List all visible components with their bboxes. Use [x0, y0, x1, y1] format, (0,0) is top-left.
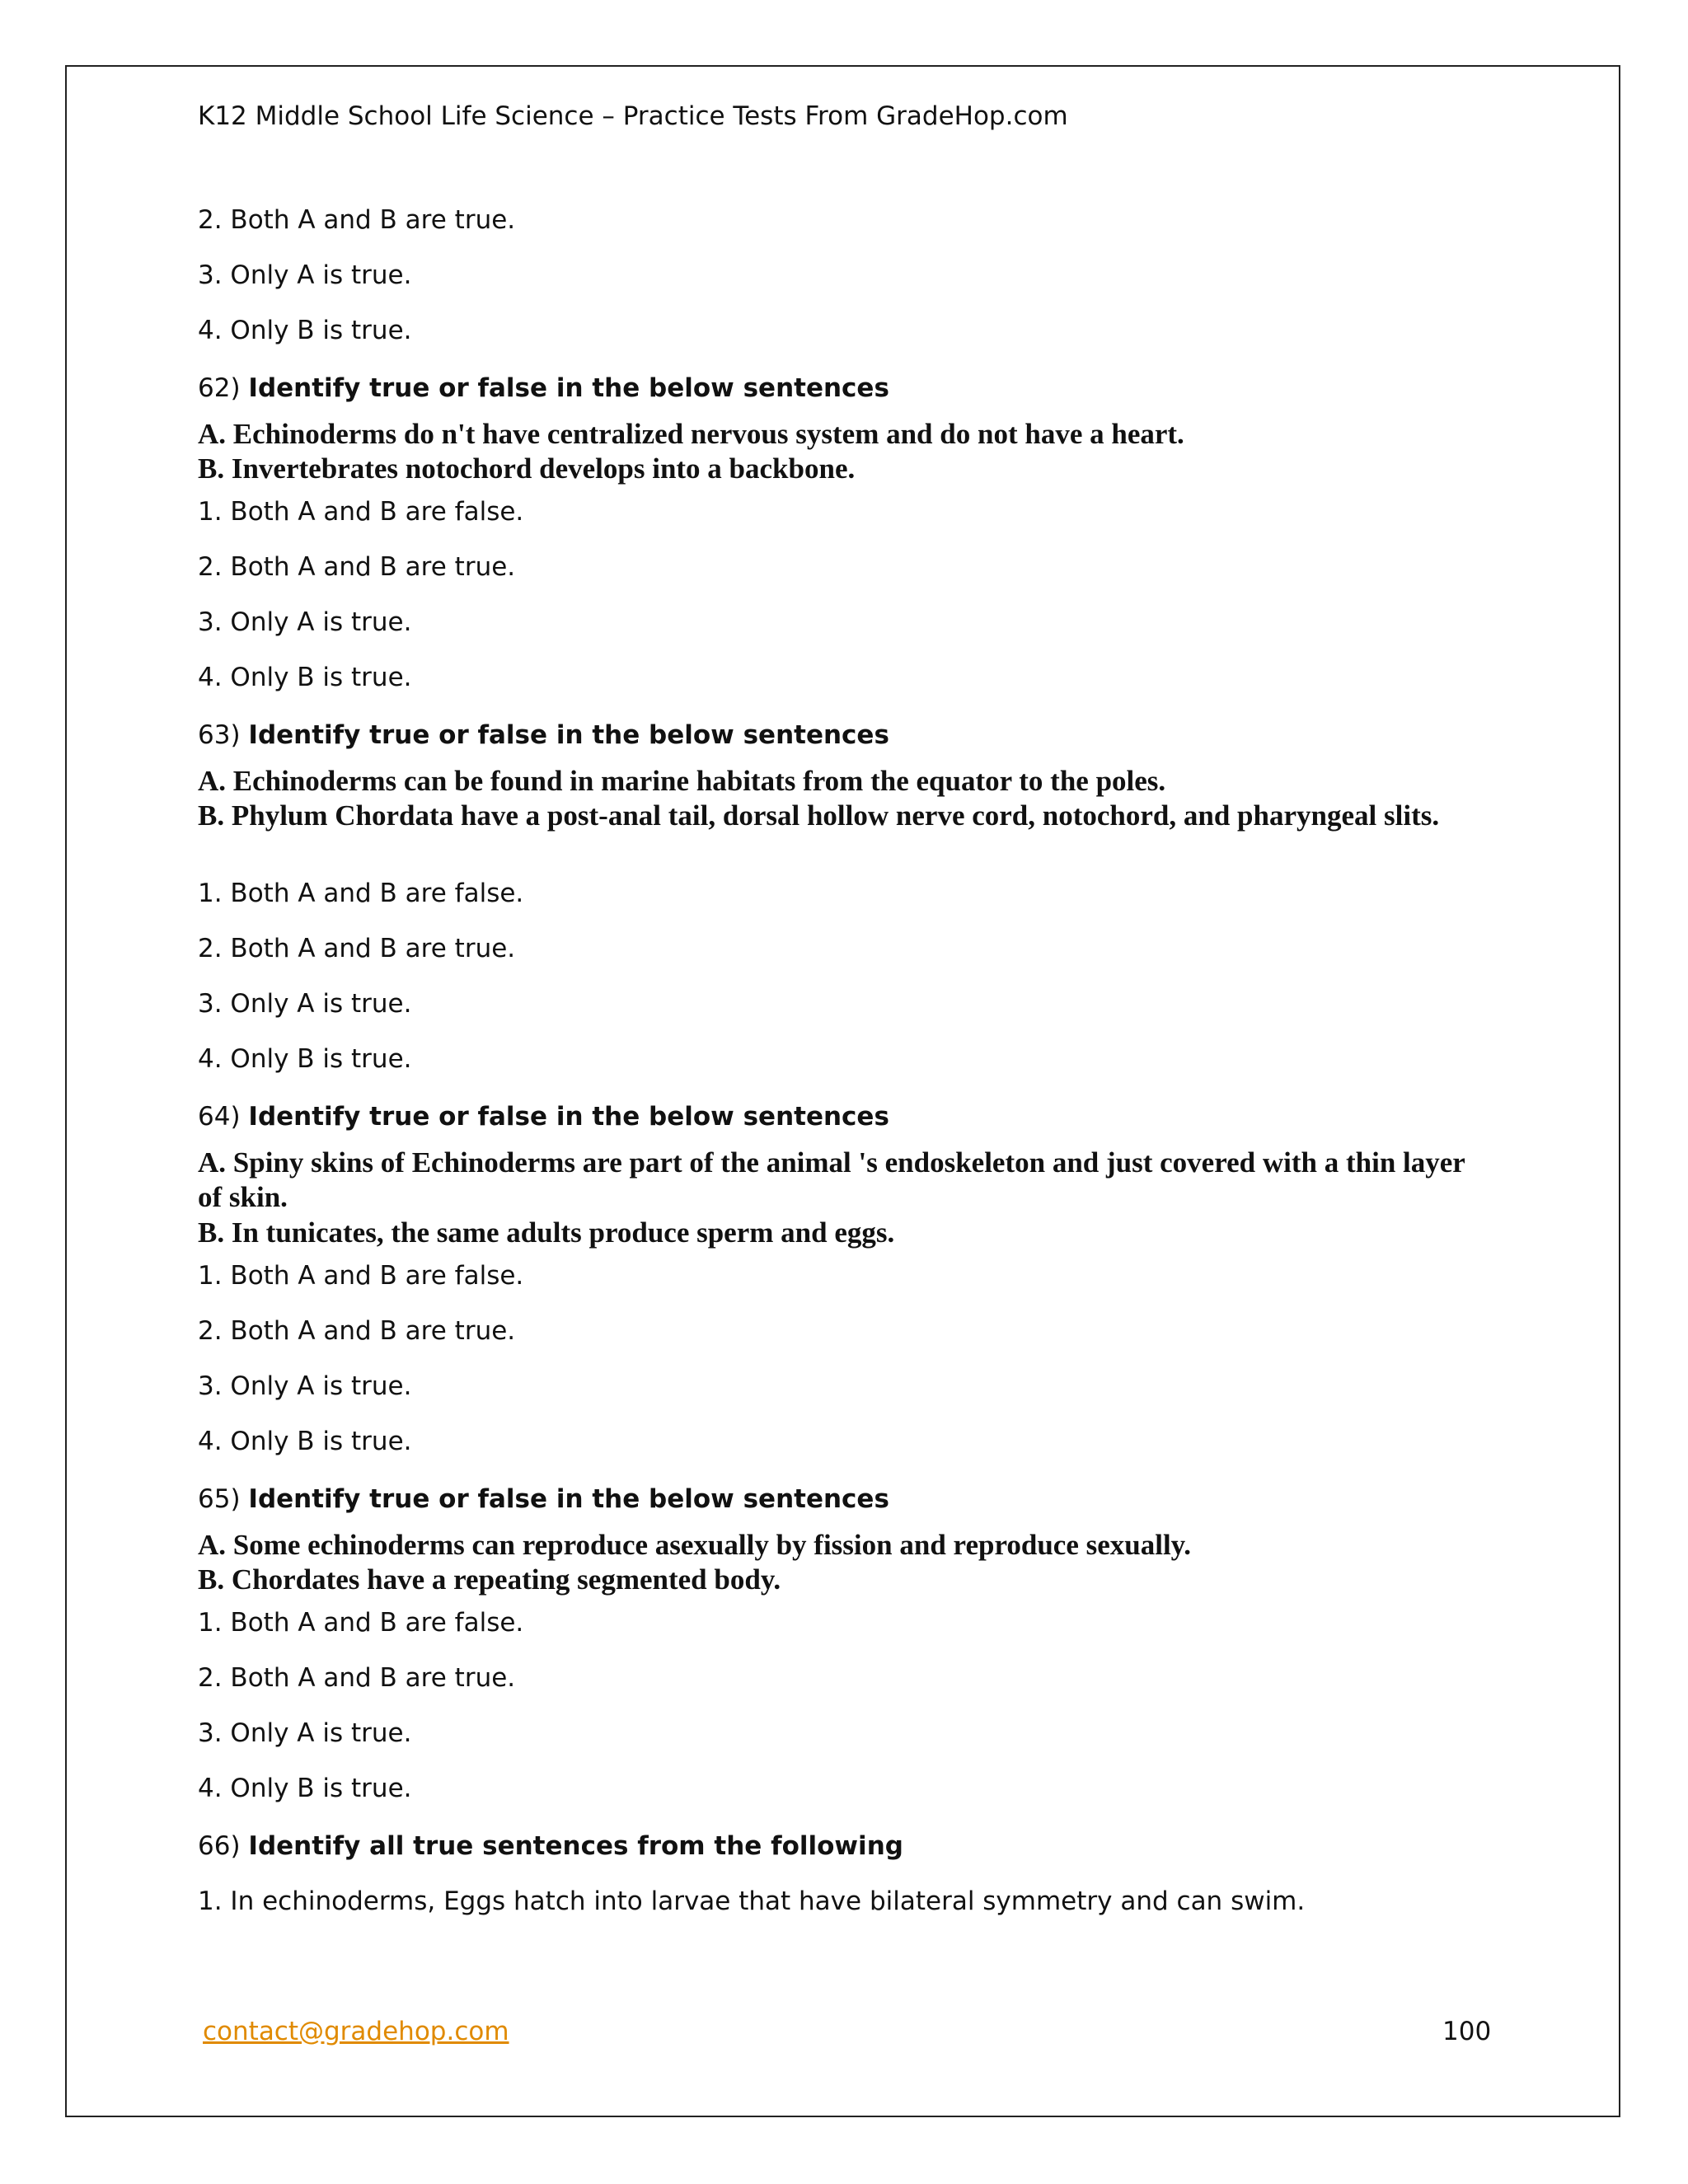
question-number: 63) — [198, 720, 241, 750]
option-line: 3. Only A is true. — [198, 1718, 412, 1748]
statement-b: B. Phylum Chordata have a post-anal tail, dorsal hollow nerve cord, notochord, and pharyngeal slits. — [198, 799, 1440, 832]
option-line: 3. Only A is true. — [198, 1371, 412, 1401]
option-line: 4. Only B is true. — [198, 1044, 412, 1074]
page-header: K12 Middle School Life Science – Practice Tests From GradeHop.com — [198, 101, 1068, 131]
option-line: 1. Both A and B are false. — [198, 497, 524, 527]
option-line: 4. Only B is true. — [198, 316, 412, 345]
question-title — [198, 1829, 903, 1863]
question-title — [198, 1099, 889, 1134]
question-title — [198, 1482, 889, 1516]
question-number: 66) — [198, 1831, 241, 1861]
option-line: 1. Both A and B are false. — [198, 879, 524, 908]
option-line: 3. Only A is true. — [198, 989, 412, 1019]
question-prompt: Identify true or false in the below sentences — [248, 373, 889, 403]
option-line: 3. Only A is true. — [198, 607, 412, 637]
question-title — [198, 371, 889, 405]
question-number: 65) — [198, 1484, 241, 1514]
question-prompt: Identify true or false in the below sentences — [248, 1102, 889, 1132]
option-line: 1. In echinoderms, Eggs hatch into larvae that have bilateral symmetry and can swim. — [198, 1886, 1306, 1916]
question-number: 64) — [198, 1102, 241, 1132]
statement-a: A. Echinoderms can be found in marine habitats from the equator to the poles. — [198, 765, 1166, 797]
option-line: 2. Both A and B are true. — [198, 934, 516, 963]
option-line: 2. Both A and B are true. — [198, 552, 516, 582]
option-line: 2. Both A and B are true. — [198, 1663, 516, 1693]
question-title — [198, 718, 889, 752]
statement-b: B. Invertebrates notochord develops into a backbone. — [198, 452, 856, 485]
question-prompt: Identify true or false in the below sentences — [248, 1484, 889, 1514]
statement-a: A. Spiny skins of Echinoderms are part of the animal 's endoskeleton and just covered with a thin layer of skin. — [198, 1146, 1465, 1213]
statement-a: A. Some echinoderms can reproduce asexually by fission and reproduce sexually. — [198, 1529, 1191, 1561]
statement-b: B. In tunicates, the same adults produce sperm and eggs. — [198, 1216, 895, 1249]
page-number: 100 — [1442, 2017, 1492, 2046]
option-line: 4. Only B is true. — [198, 1427, 412, 1456]
option-line: 1. Both A and B are false. — [198, 1261, 524, 1291]
contact-email-link[interactable]: contact@gradehop.com — [203, 2017, 509, 2046]
option-line: 2. Both A and B are true. — [198, 205, 516, 235]
question-number: 62) — [198, 373, 241, 403]
option-line: 2. Both A and B are true. — [198, 1316, 516, 1346]
option-line: 1. Both A and B are false. — [198, 1608, 524, 1638]
statement-a: A. Echinoderms do n't have centralized nervous system and do not have a heart. — [198, 418, 1184, 450]
option-line: 4. Only B is true. — [198, 663, 412, 692]
question-prompt: Identify true or false in the below sentences — [248, 720, 889, 750]
statement-b: B. Chordates have a repeating segmented body. — [198, 1563, 781, 1596]
option-line: 4. Only B is true. — [198, 1774, 412, 1803]
option-line: 3. Only A is true. — [198, 260, 412, 290]
question-prompt: Identify all true sentences from the following — [248, 1831, 903, 1861]
